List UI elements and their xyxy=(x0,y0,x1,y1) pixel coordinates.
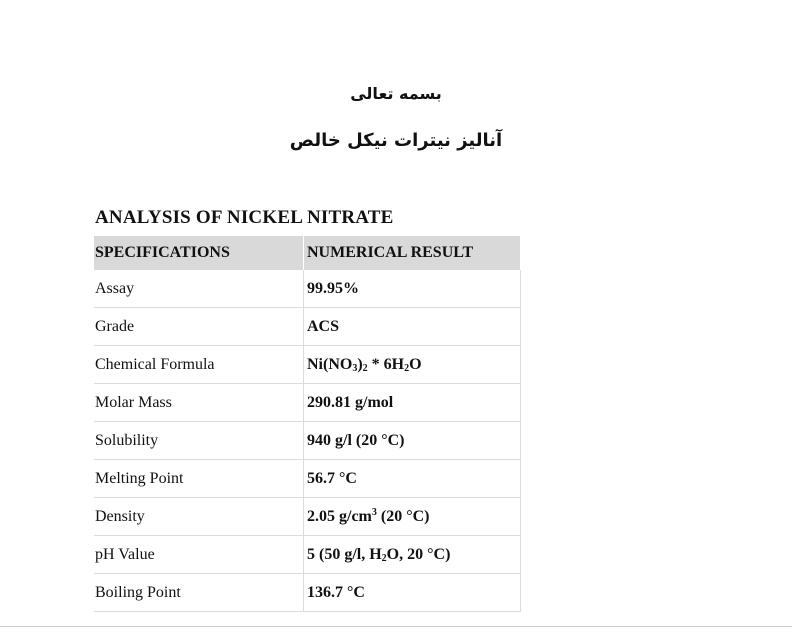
spec-cell: Boiling Point xyxy=(94,574,304,612)
table-row xyxy=(94,536,521,574)
spec-cell: Solubility xyxy=(94,422,304,460)
page-footer-divider xyxy=(0,626,792,627)
document-title: ANALYSIS OF NICKEL NITRATE xyxy=(95,207,394,228)
value-cell: 56.7 °C xyxy=(304,460,521,498)
table-row xyxy=(94,308,521,346)
column-header-specifications: SPECIFICATIONS xyxy=(94,236,304,270)
spec-cell: Assay xyxy=(94,270,304,308)
value-cell: 5 (50 g/l, $H_2O$, 20 °C) xyxy=(304,536,521,574)
value-cell: 136.7 °C xyxy=(304,574,521,612)
table-row xyxy=(94,498,521,536)
value-cell: $Ni(NO_3)_2 * 6H_2O$ xyxy=(304,346,521,384)
specifications-table xyxy=(94,236,521,612)
spec-cell: Chemical Formula xyxy=(94,346,304,384)
persian-title: آنالیز نیترات نیکل خالص xyxy=(289,130,503,151)
table-row xyxy=(94,460,521,498)
spec-cell: Grade xyxy=(94,308,304,346)
value-cell: 2.05 $g/cm^3$ (20 °C) xyxy=(304,498,521,536)
table-row xyxy=(94,346,521,384)
spec-cell: pH Value xyxy=(94,536,304,574)
spec-cell: Molar Mass xyxy=(94,384,304,422)
value-cell: 940 g/l (20 °C) xyxy=(304,422,521,460)
table-header-row xyxy=(94,236,521,270)
spec-cell: Density xyxy=(94,498,304,536)
value-cell: 290.81 g/mol xyxy=(304,384,521,422)
basmala-heading: بسمه تعالی xyxy=(350,84,442,103)
value-cell: ACS xyxy=(304,308,521,346)
table-row xyxy=(94,384,521,422)
spec-cell: Melting Point xyxy=(94,460,304,498)
value-cell: 99.95% xyxy=(304,270,521,308)
table-row xyxy=(94,270,521,308)
column-header-numerical-result: NUMERICAL RESULT xyxy=(304,236,521,270)
table-row xyxy=(94,574,521,612)
table-row xyxy=(94,422,521,460)
